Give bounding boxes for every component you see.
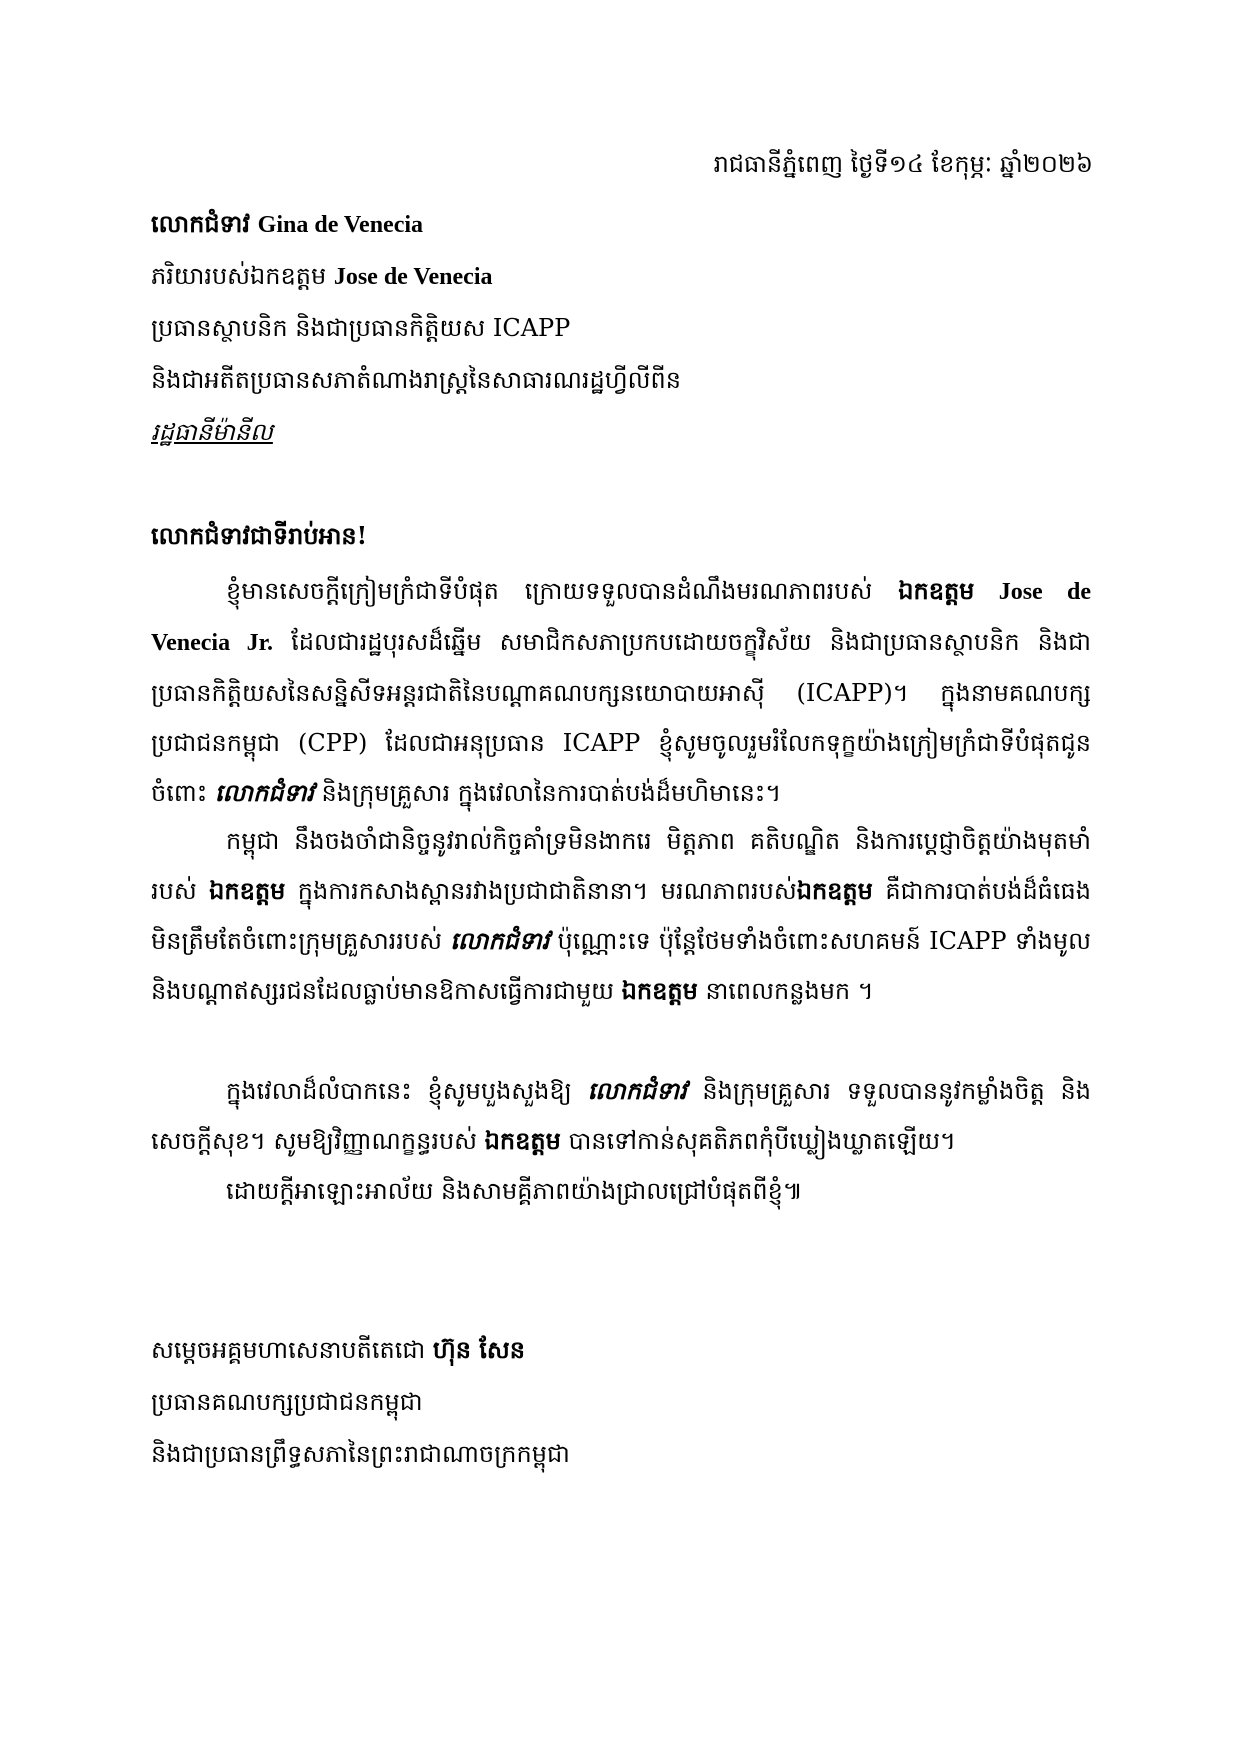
recipient-title-line — [151, 210, 423, 240]
p2-text-4: ប៉ុណ្ណោះទេ ប៉ុន្តែថែមទាំងចំពោះសហគមន៍ ICAPP ទាំងមូល និងបណ្តាឥស្សរជនដែលធ្លាប់មានឱកាសធ្វើការជាមួយ — [151, 927, 1091, 1005]
p2-text-5: នាពេលកន្លងមក ។ — [697, 977, 874, 1005]
p2-text-2: ក្នុងការកសាងស្ពានរវាងប្រជាជាតិនានា។ មរណភាពរបស់ — [285, 877, 797, 905]
p1-text-1: ខ្ញុំមានសេចក្តីក្រៀមក្រំជាទីបំផុត ក្រោយទទួលបានដំណឹងមរណភាពរបស់ — [226, 577, 899, 605]
date-line: រាជធានីភ្នំពេញ ថ្ងៃទី១៤ ខែកុម្ភៈ ឆ្នាំ២០២៦ — [713, 150, 1093, 178]
recipient-line-4: និងជាអតីតប្រធានសភាតំណាងរាស្រ្តនៃសាធារណរដ្ឋហ្វីលីពីន — [151, 366, 681, 394]
signature-line-2: ប្រធានគណបក្សប្រជាជនកម្ពុជា — [151, 1388, 423, 1416]
signature-name: ហ៊ុន សែន — [432, 1335, 526, 1364]
p2-text-3: គឺជាការបាត់បង់ដ៏ធំធេងមិនត្រឹមតែចំពោះក្រុមគ្រួសាររបស់ — [151, 877, 1091, 955]
p2-bold-3: លោកជំទាវ — [450, 926, 550, 955]
p1-text-3: និងក្រុមគ្រួសារ ក្នុងវេលានៃការបាត់បង់ដ៏មហិមានេះ។ — [313, 779, 782, 807]
recipient-line-2 — [151, 262, 493, 292]
p2-text-1: កម្ពុជា នឹងចងចាំជានិច្ចនូវរាល់កិច្ចគាំទ្រមិនងាករេ មិត្តភាព គតិបណ្ឌិត និងការប្តេជ្ញាចិត្តយ៉ាងមុតមាំរបស់ — [151, 827, 1091, 905]
recipient-city: រដ្ឋធានីម៉ានីល — [151, 418, 273, 446]
p2-bold-4: ឯកឧត្តម — [621, 976, 698, 1005]
recipient-name: Gina de Venecia — [257, 212, 424, 238]
signature-line-1 — [151, 1336, 525, 1365]
paragraph-2 — [151, 816, 1091, 1016]
salutation: លោកជំទាវជាទីរាប់អាន! — [151, 521, 368, 550]
recipient-title: លោកជំទាវ — [151, 209, 251, 238]
signature-line-3: និងជាប្រធានព្រឹទ្ធសភានៃព្រះរាជាណាចក្រកម្ពុជា — [151, 1440, 570, 1468]
p3-bold-1: លោកជំទាវ — [587, 1076, 687, 1105]
p1-bold-2: លោកជំទាវ — [214, 778, 314, 807]
p2-bold-2: ឯកឧត្តម — [796, 876, 873, 905]
recipient-line-3: ប្រធានស្ថាបនិក និងជាប្រធានកិត្តិយស ICAPP — [151, 314, 571, 342]
signature-title: សម្តេចអគ្គមហាសេនាបតីតេជោ — [151, 1336, 433, 1364]
recipient-line-2-name: Jose de Venecia — [333, 264, 493, 290]
p1-name: Jose de Venecia Jr. — [151, 579, 1091, 656]
p1-bold-1: ឯកឧត្តម — [898, 576, 975, 605]
paragraph-1 — [151, 566, 1091, 818]
p1-text-2: ដែលជារដ្ឋបុរសដ៏ឆ្នើម សមាជិកសភាប្រកបដោយចក្ខុវិស័យ និងជាប្រធានស្ថាបនិក និងជាប្រធានកិត្តិយសនៃសន្និសីទអន្តរជាតិនៃបណ្តាគណបក្សនយោបាយអាស៊ី (ICAPP)។ ក្នុងនាមគណបក្សប្រជាជនកម្ពុជា (CPP) ដែលជាអនុប្រធាន ICAPP ខ្ញុំសូមចូលរួមរំលែកទុក្ខយ៉ាងក្រៀមក្រំជាទីបំផុតជូនចំពោះ — [151, 628, 1091, 807]
paragraph-4: ដោយក្តីអាឡោះអាល័យ និងសាមគ្គីភាពយ៉ាងជ្រាលជ្រៅបំផុតពីខ្ញុំ៕ — [226, 1177, 803, 1205]
p2-bold-1: ឯកឧត្តម — [209, 876, 286, 905]
paragraph-3 — [151, 1066, 1091, 1166]
p3-text-1: ក្នុងវេលាដ៏លំបាកនេះ ខ្ញុំសូមបួងសួងឱ្យ — [226, 1077, 588, 1105]
p3-bold-2: ឯកឧត្តម — [484, 1126, 561, 1155]
p3-text-2: និងក្រុមគ្រួសារ ទទួលបាននូវកម្លាំងចិត្ត និងសេចក្តីសុខ។ សូមឱ្យវិញ្ញាណក្ខន្ធរបស់ — [151, 1077, 1091, 1155]
p3-text-3: បានទៅកាន់សុគតិភពកុំបីឃ្លៀងឃ្លាតឡើយ។ — [560, 1127, 956, 1155]
recipient-line-2-prefix: ភរិយារបស់ឯកឧត្តម — [151, 262, 327, 290]
